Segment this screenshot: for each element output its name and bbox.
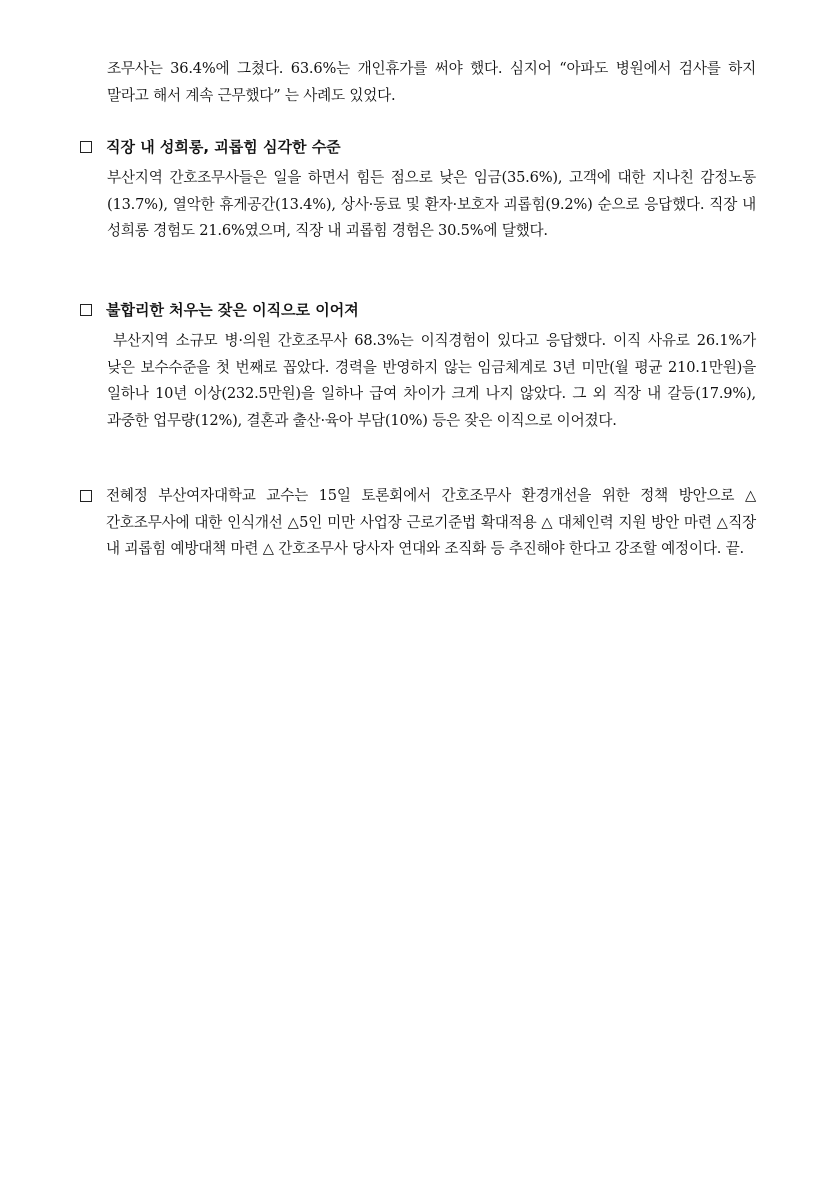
section-heading-text: 불합리한 처우는 잦은 이직으로 이어져	[106, 301, 359, 319]
checkbox-square-icon	[80, 490, 92, 502]
paragraph-text: 조무사는 36.4%에 그쳤다. 63.6%는 개인휴가를 써야 했다. 심지어 “아파도 병원에서 검사를 하지 말라고 해서 계속 근무했다” 는 사례도 있었다.	[107, 60, 756, 104]
section-heading-text: 직장 내 성희롱, 괴롭힘 심각한 수준	[106, 138, 341, 156]
paragraph-continuation	[80, 56, 756, 109]
checkbox-square-icon	[80, 141, 92, 153]
section-heading	[80, 135, 756, 159]
section-heading	[80, 298, 756, 322]
section-harassment	[80, 135, 756, 245]
paragraph-text: 전혜정 부산여자대학교 교수는 15일 토론회에서 간호조무사 환경개선을 위한 정책 방안으로 △ 간호조무사에 대한 인식개선 △5인 미만 사업장 근로기준법 확대적용 △ 대체인력 지원 방안 마련 △직장 내 괴롭힘 예방대책 마련 △ 간호조무사 당사자 연대와 조직화 등 추진해야 한다고 강조할 예정이다. 끝.	[106, 487, 756, 557]
section-turnover	[80, 298, 756, 434]
paragraph-text: 부산지역 간호조무사들은 일을 하면서 힘든 점으로 낮은 임금(35.6%), 고객에 대한 지나친 감정노동(13.7%), 열악한 휴게공간(13.4%), 상사·동료 및 환자·보호자 괴롭힘(9.2%) 순으로 응답했다. 직장 내 성희롱 경험도 21.6%였으며, 직장 내 괴롭힘 경험은 30.5%에 달했다.	[107, 169, 756, 239]
paragraph-text: 부산지역 소규모 병·의원 간호조무사 68.3%는 이직경험이 있다고 응답했다. 이직 사유로 26.1%가 낮은 보수수준을 첫 번째로 꼽았다. 경력을 반영하지 않는 임금체계로 3년 미만(월 평균 210.1만원)을 일하나 10년 이상(232.5만원)을 일하나 급여 차이가 크게 나지 않았다. 그 외 직장 내 갈등(17.9%), 과중한 업무량(12%), 결혼과 출산·육아 부담(10%) 등은 잦은 이직으로 이어졌다.	[107, 332, 756, 429]
checkbox-square-icon	[80, 304, 92, 316]
section-policy	[80, 483, 756, 563]
